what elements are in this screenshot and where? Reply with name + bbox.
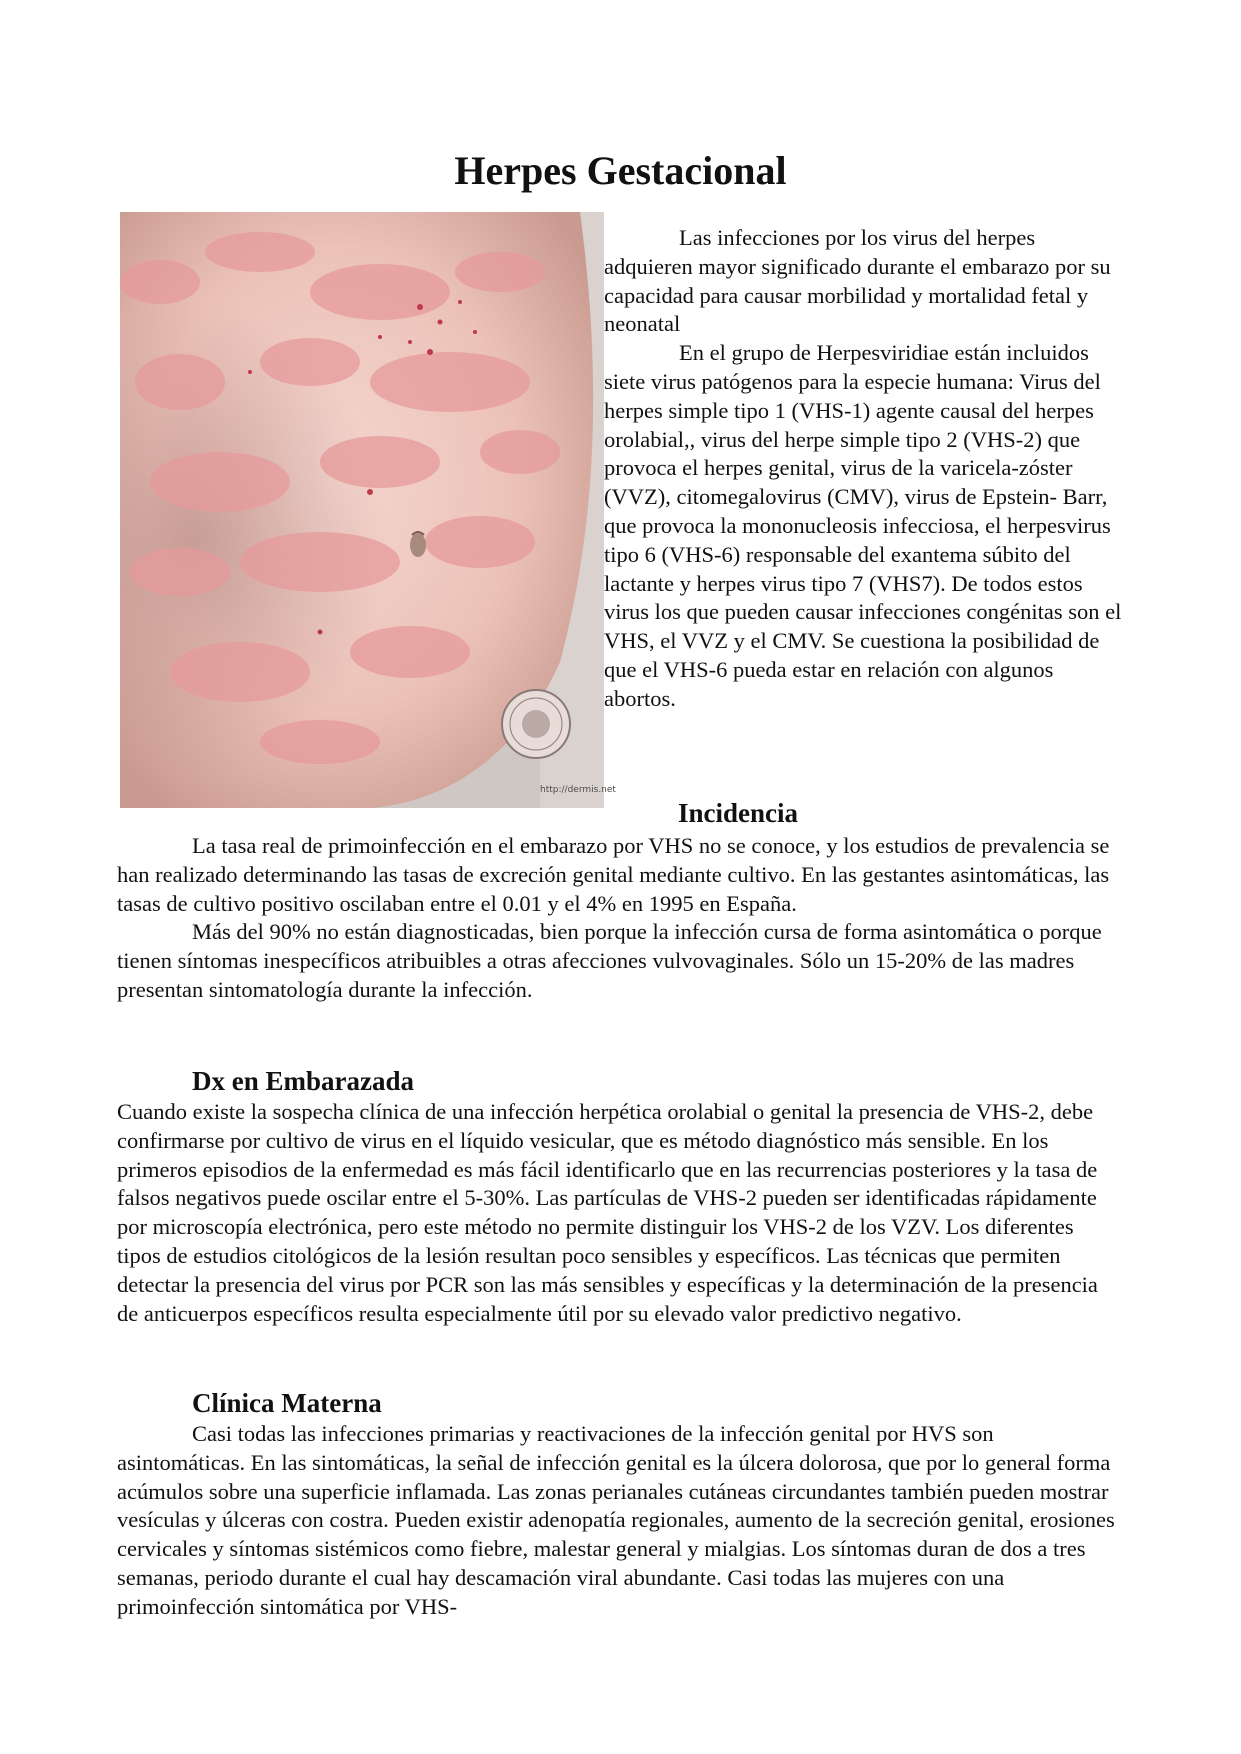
intro-text (604, 224, 1124, 714)
section-heading-clinica: Clínica Materna (192, 1388, 382, 1418)
watermark-text: http://dermis.net (540, 785, 616, 795)
section-body-incidencia (117, 832, 1122, 1005)
paragraph: Más del 90% no están diagnosticadas, bien porque la infección cursa de forma asintomática o porque tienen síntomas inespecíficos atribuibles a otras afecciones vulvovaginales. Sólo un 15-20% de las madres presentan sintomatología durante la infección. (117, 919, 1102, 1002)
section-body-clinica (117, 1420, 1122, 1622)
section-body-dx (117, 1098, 1122, 1328)
intro-paragraph: En el grupo de Herpesviridiae están incluidos siete virus patógenos para la especie humana: Virus del herpes simple tipo 1 (VHS-1) agente causal del herpes orolabial,, virus del herpe simple tipo 2 (VHS-2) que provoca el herpes genital, virus de la varicela-zóster (VVZ), citomegalovirus (CMV), virus de Epstein- Barr, que provoca la mononucleosis infecciosa, el herpesvirus tipo 6 (VHS-6) responsable del exantema súbito del lactante y herpes virus tipo 7 (VHS7). De todos estos virus los que pueden causar infecciones congénitas son el VHS, el VVZ y el CMV. Se cuestiona la posibilidad de que el VHS-6 pueda estar en relación con algunos abortos. (604, 340, 1122, 711)
paragraph: La tasa real de primoinfección en el embarazo por VHS no se conoce, y los estudios de prevalencia se han realizado determinando las tasas de excreción genital mediante cultivo. En las gestantes asintomáticas, las tasas de cultivo positivo oscilaban entre el 0.01 y el 4% en 1995 en España. (117, 833, 1110, 916)
section-heading-dx: Dx en Embarazada (192, 1066, 414, 1096)
intro-paragraph: Las infecciones por los virus del herpes adquieren mayor significado durante el embarazo por su capacidad para causar morbilidad y mortalidad fetal y neonatal (604, 225, 1111, 337)
paragraph: Casi todas las infecciones primarias y reactivaciones de la infección genital por HVS son asintomáticas. En las sintomáticas, la señal de infección genital es la úlcera dolorosa, que por lo general forma acúmulos sobre una superficie inflamada. Las zonas perianales cutáneas circundantes también pueden mostrar vesículas y úlceras con costra. Pueden existir adenopatía regionales, aumento de la secreción genital, erosiones cervicales y síntomas sistémicos como fiebre, malestar general y mialgias. Los síntomas duran de dos a tres semanas, periodo durante el cual hay descamación viral abundante. Casi todas las mujeres con una primoinfección sintomática por VHS- (117, 1421, 1115, 1619)
paragraph: Cuando existe la sospecha clínica de una infección herpética orolabial o genital la presencia de VHS-2, debe confirmarse por cultivo de virus en el líquido vesicular, que es método diagnóstico más sensible. En los primeros episodios de la enfermedad es más fácil identificarlo que en las recurrencias posteriores y la tasa de falsos negativos puede oscilar entre el 5-30%. Las partículas de VHS-2 pueden ser identificadas rápidamente por microscopía electrónica, pero este método no permite distinguir los VHS-2 de los VZV. Los diferentes tipos de estudios citológicos de la lesión resultan poco sensibles y específicos. Las técnicas que permiten detectar la presencia del virus por PCR son las más sensibles y específicas y la determinación de la presencia de anticuerpos específicos resulta especialmente útil por su elevado valor predictivo negativo. (117, 1099, 1098, 1326)
page-title: Herpes Gestacional (454, 148, 787, 193)
section-heading-incidencia: Incidencia (678, 798, 799, 828)
skin-rash-photo (120, 212, 616, 808)
